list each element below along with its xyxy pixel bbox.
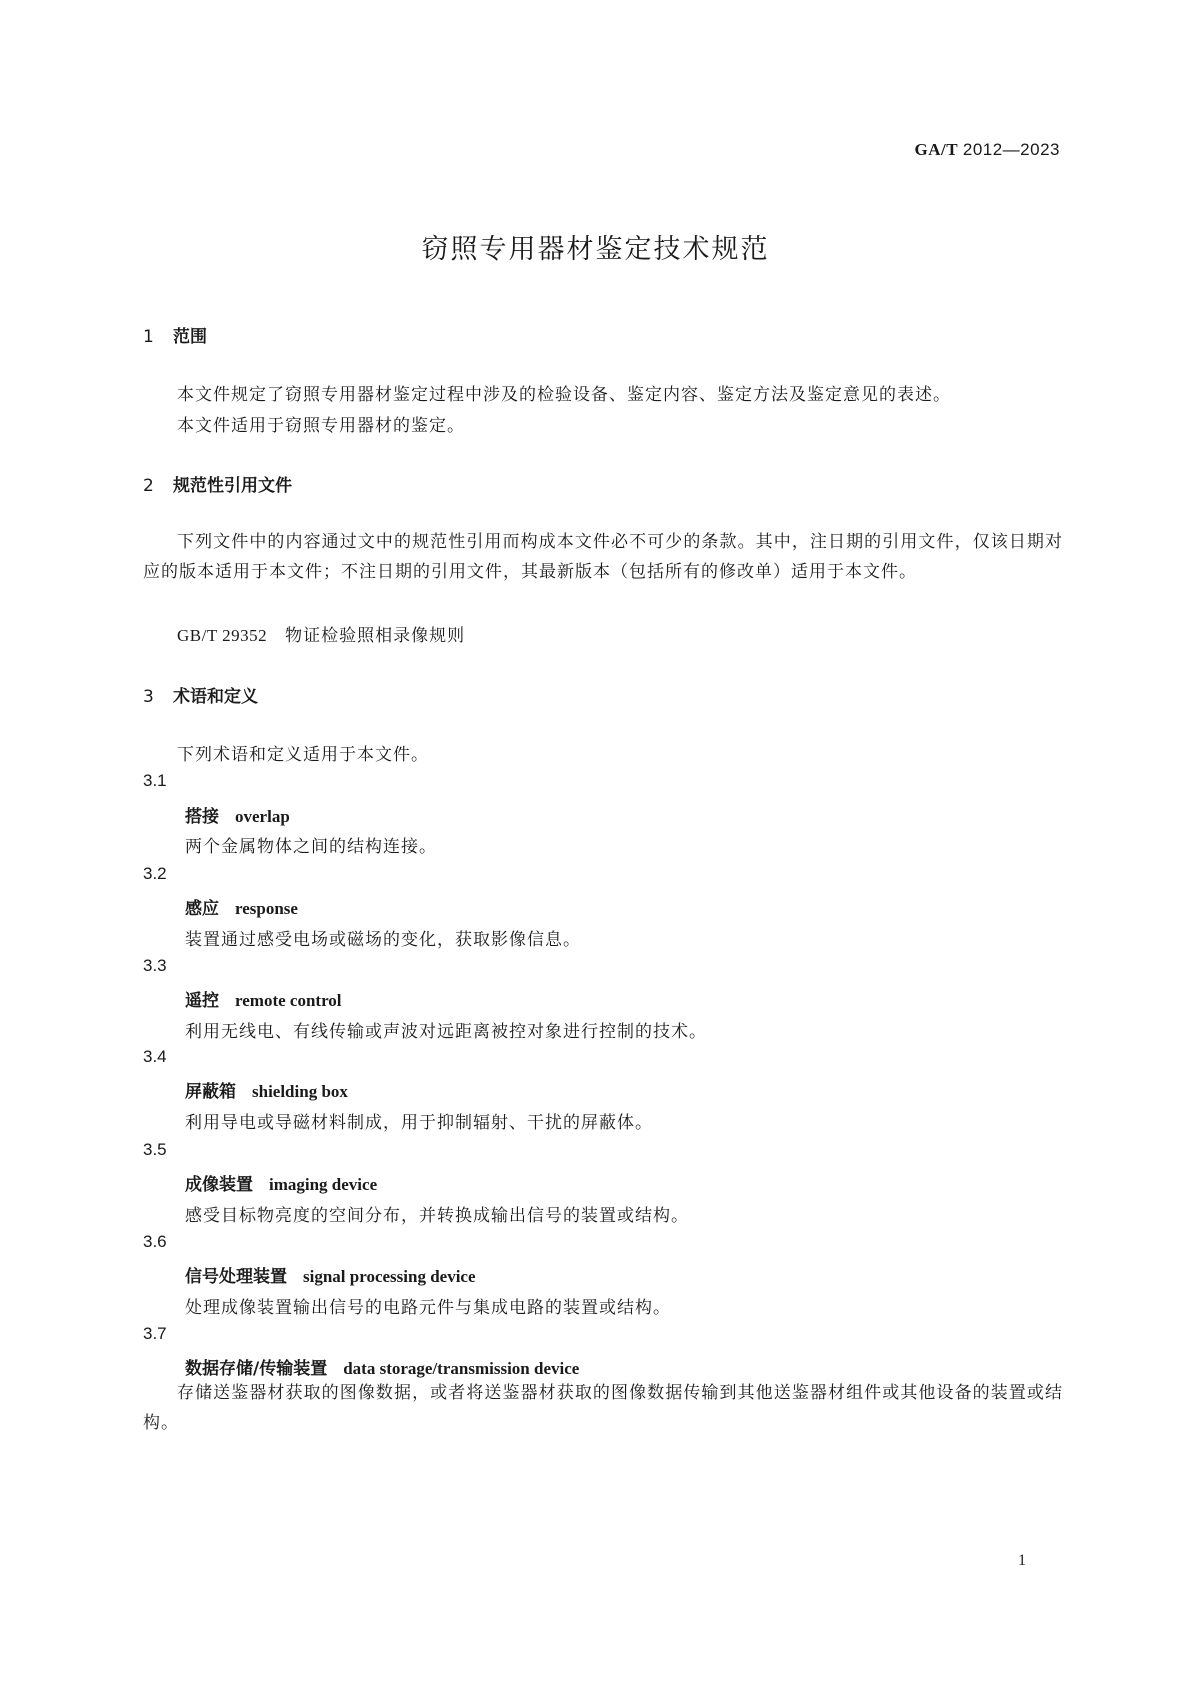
term-number: 3.5 — [143, 1140, 167, 1159]
term-en: imaging device — [269, 1175, 378, 1194]
term-heading — [185, 986, 342, 1011]
term-heading — [185, 802, 290, 827]
term-definition: 处理成像装置输出信号的电路元件与集成电路的装置或结构。 — [185, 1298, 671, 1318]
term-zh: 信号处理装置 — [185, 1267, 287, 1287]
term-zh: 屏蔽箱 — [185, 1082, 236, 1102]
section-title: 规范性引用文件 — [173, 476, 292, 496]
page-number: 1 — [1018, 1552, 1026, 1569]
term-definition: 存储送鉴器材获取的图像数据，或者将送鉴器材获取的图像数据传输到其他送鉴器材组件或其他设备的装置或结构。 — [143, 1383, 1063, 1433]
term-definition: 感受目标物亮度的空间分布，并转换成输出信号的装置或结构。 — [185, 1206, 689, 1226]
section-title: 术语和定义 — [173, 687, 258, 707]
section-number: 3 — [143, 687, 154, 707]
section-1-heading — [143, 322, 207, 347]
standard-code: GA/T — [914, 140, 959, 159]
reference-code: GB/T 29352 — [177, 626, 268, 645]
term-definition: 两个金属物体之间的结构连接。 — [185, 837, 437, 857]
term-heading — [185, 1077, 348, 1102]
term-number: 3.7 — [143, 1324, 167, 1343]
term-number: 3.1 — [143, 771, 167, 790]
term-heading — [185, 1170, 377, 1195]
term-heading — [185, 894, 298, 919]
term-en: response — [235, 899, 298, 918]
section-number: 1 — [143, 327, 154, 347]
section-3-intro: 下列术语和定义适用于本文件。 — [177, 745, 429, 765]
term-number: 3.6 — [143, 1232, 167, 1251]
section-3-heading — [143, 682, 258, 707]
section-1-paragraph-2: 本文件适用于窃照专用器材的鉴定。 — [177, 416, 465, 436]
term-heading — [185, 1262, 476, 1287]
term-zh: 数据存储/传输装置 — [185, 1359, 328, 1379]
section-number: 2 — [143, 476, 154, 496]
section-2-heading — [143, 471, 292, 496]
term-en: overlap — [235, 807, 290, 826]
term-zh: 成像装置 — [185, 1175, 253, 1195]
term-en: shielding box — [252, 1082, 348, 1101]
standard-number — [915, 140, 1060, 160]
section-1-paragraph-1: 本文件规定了窃照专用器材鉴定过程中涉及的检验设备、鉴定内容、鉴定方法及鉴定意见的表述。 — [177, 385, 951, 405]
section-title: 范围 — [173, 327, 207, 347]
normative-reference — [177, 621, 465, 646]
term-zh: 遥控 — [185, 991, 219, 1011]
term-zh: 搭接 — [185, 807, 219, 827]
standard-year: 2012—2023 — [962, 140, 1060, 159]
term-heading — [185, 1354, 579, 1379]
term-en: signal processing device — [303, 1267, 476, 1286]
term-number: 3.2 — [143, 864, 167, 883]
document-title: 窃照专用器材鉴定技术规范 — [421, 234, 770, 265]
section-2-paragraph: 下列文件中的内容通过文中的规范性引用而构成本文件必不可少的条款。其中，注日期的引用文件，仅该日期对应的版本适用于本文件；不注日期的引用文件，其最新版本（包括所有的修改单）适用于本文件。 — [143, 532, 1063, 582]
term-definition: 装置通过感受电场或磁场的变化，获取影像信息。 — [185, 930, 581, 950]
term-definition: 利用无线电、有线传输或声波对远距离被控对象进行控制的技术。 — [185, 1022, 707, 1042]
term-number: 3.4 — [143, 1047, 167, 1066]
term-en: remote control — [235, 991, 342, 1010]
term-zh: 感应 — [185, 899, 219, 919]
term-definition: 利用导电或导磁材料制成，用于抑制辐射、干扰的屏蔽体。 — [185, 1113, 653, 1133]
term-en: data storage/transmission device — [343, 1359, 580, 1378]
reference-title: 物证检验照相录像规则 — [285, 626, 466, 646]
term-number: 3.3 — [143, 956, 167, 975]
